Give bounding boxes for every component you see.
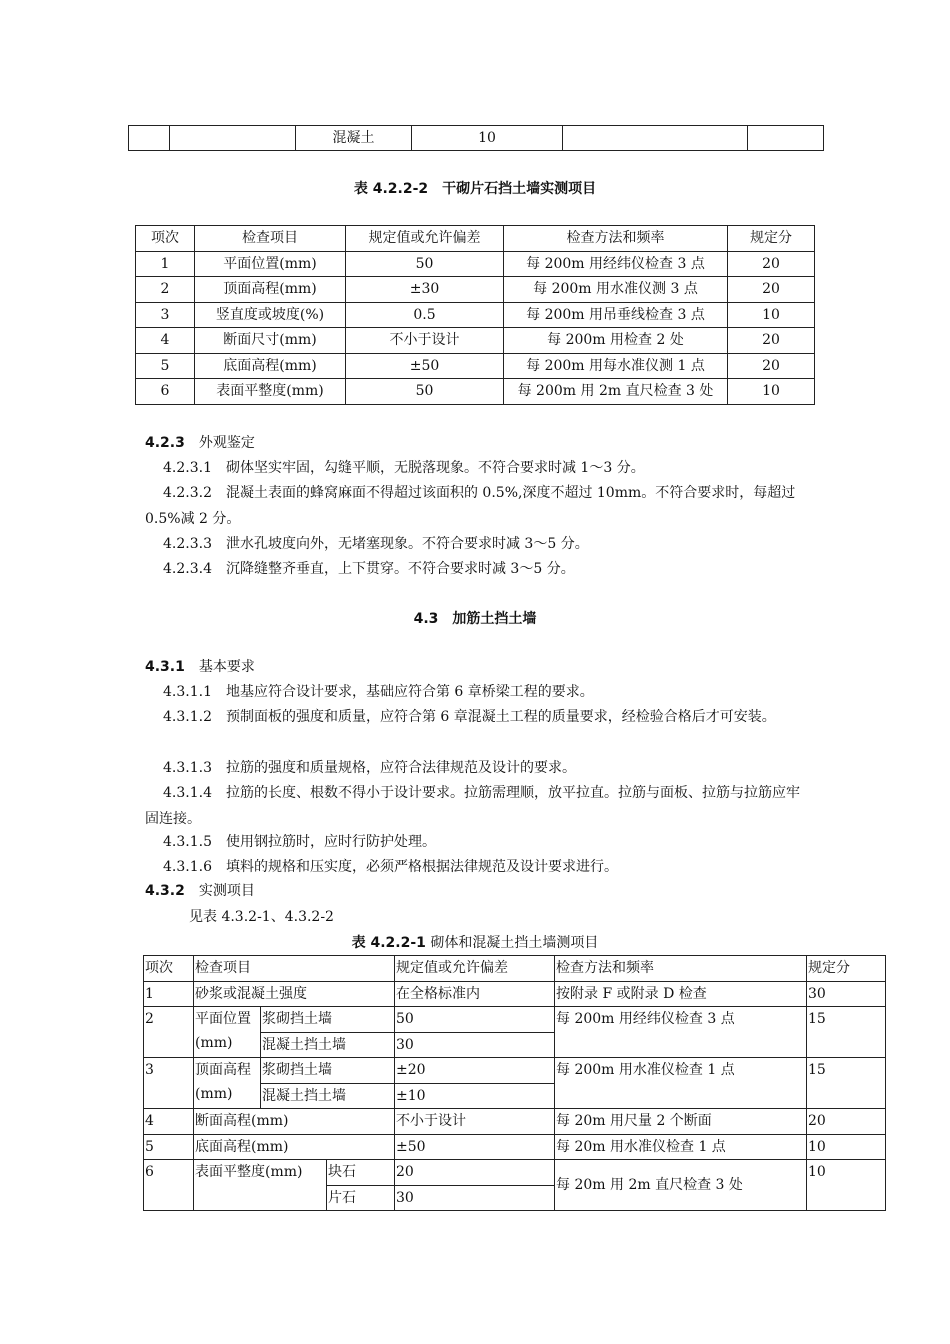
table-cell: 30 bbox=[807, 981, 886, 1007]
table-cell: 每 200m 用水准仪测 3 点 bbox=[504, 277, 728, 303]
table-cell: 底面高程(mm) bbox=[195, 353, 346, 379]
table-cell: 10 bbox=[807, 1160, 886, 1211]
table-cell: 0.5 bbox=[346, 302, 504, 328]
table-cell: ±50 bbox=[395, 1134, 555, 1160]
table-cell: ±50 bbox=[346, 353, 504, 379]
table-cell: 片石 bbox=[327, 1185, 395, 1211]
table-cell: 20 bbox=[728, 251, 815, 277]
column-header: 规定分 bbox=[728, 226, 815, 252]
column-header: 检查方法和频率 bbox=[504, 226, 728, 252]
table-cell: ±20 bbox=[395, 1058, 555, 1084]
table-cell: 不小于设计 bbox=[395, 1109, 555, 1135]
table-row bbox=[144, 1109, 886, 1135]
table-cell: 每 200m 用经纬仪检查 3 点 bbox=[555, 1007, 807, 1058]
paragraph-text: 4.3.1.5 使用钢拉筋时，应时行防护处理。 bbox=[163, 834, 436, 850]
table-cell: 顶面高程(mm) bbox=[194, 1058, 261, 1109]
table-row bbox=[136, 251, 815, 277]
table-cell: 浆砌挡土墙 bbox=[261, 1058, 395, 1084]
table2-caption bbox=[0, 932, 950, 952]
table-cell: 每 200m 用每水准仪测 1 点 bbox=[504, 353, 728, 379]
table-cell bbox=[563, 126, 748, 151]
column-header: 检查项目 bbox=[195, 226, 346, 252]
table-header-row bbox=[136, 226, 815, 252]
paragraph bbox=[145, 855, 813, 881]
table-cell: 浆砌挡土墙 bbox=[261, 1007, 395, 1033]
table-cell: 3 bbox=[144, 1058, 194, 1109]
table-cell: 6 bbox=[144, 1160, 194, 1211]
table-row bbox=[144, 981, 886, 1007]
table-cell: 30 bbox=[395, 1032, 555, 1058]
section-heading-4-3-2 bbox=[145, 880, 255, 900]
table-cell: 表面平整度(mm) bbox=[195, 379, 346, 405]
paragraph-see-tables: 见表 4.3.2-1、4.3.2-2 bbox=[189, 909, 334, 925]
table-cell: 4 bbox=[136, 328, 195, 354]
table-cell: ±10 bbox=[395, 1083, 555, 1109]
table-cell: 10 bbox=[728, 379, 815, 405]
column-header: 规定值或允许偏差 bbox=[395, 956, 555, 982]
top-row-table bbox=[128, 125, 824, 151]
table-row bbox=[136, 379, 815, 405]
table-cell: 4 bbox=[144, 1109, 194, 1135]
table-cell: 竖直度或坡度(%) bbox=[195, 302, 346, 328]
table2-caption-number: 表 4.2.2-1 bbox=[351, 935, 426, 951]
table-row bbox=[144, 1058, 886, 1084]
column-header: 检查项目 bbox=[194, 956, 395, 982]
table-cell: 每 200m 用检查 2 处 bbox=[504, 328, 728, 354]
table-row bbox=[144, 1134, 886, 1160]
table-cell: 每 200m 用吊垂线检查 3 点 bbox=[504, 302, 728, 328]
table-row bbox=[136, 328, 815, 354]
section-number: 4.3.2 bbox=[145, 883, 185, 899]
paragraph bbox=[145, 705, 813, 731]
paragraph-text: 4.2.3.4 沉降缝整齐垂直，上下贯穿。不符合要求时减 3～5 分。 bbox=[163, 561, 575, 577]
table-cell: 5 bbox=[136, 353, 195, 379]
table-cell bbox=[129, 126, 170, 151]
table-cell: 每 200m 用经纬仪检查 3 点 bbox=[504, 251, 728, 277]
table2 bbox=[143, 955, 886, 1211]
table-cell: 10 bbox=[412, 126, 563, 151]
table-cell: 在全格标准内 bbox=[395, 981, 555, 1007]
paragraph bbox=[145, 680, 813, 706]
table-row bbox=[144, 1007, 886, 1033]
table-cell: 2 bbox=[144, 1007, 194, 1058]
table2-caption-text: 砌体和混凝土挡土墙测项目 bbox=[425, 935, 599, 951]
section-title: 实测项目 bbox=[198, 883, 255, 899]
table-cell: 断面高程(mm) bbox=[194, 1109, 395, 1135]
table-cell: 每 20m 用尺量 2 个断面 bbox=[555, 1109, 807, 1135]
table-cell: 20 bbox=[728, 328, 815, 354]
table1 bbox=[135, 225, 815, 405]
table-cell: 块石 bbox=[327, 1160, 395, 1186]
table-cell: 20 bbox=[807, 1109, 886, 1135]
table-cell: 表面平整度(mm) bbox=[194, 1160, 327, 1211]
section-heading-4-2-3 bbox=[145, 432, 255, 452]
section-title-4-3: 4.3 加筋土挡土墙 bbox=[413, 611, 537, 627]
section-heading-4-3-1 bbox=[145, 656, 255, 676]
table-cell: ±30 bbox=[346, 277, 504, 303]
table-cell: 平面位置(mm) bbox=[195, 251, 346, 277]
table-cell: 10 bbox=[807, 1134, 886, 1160]
column-header: 规定分 bbox=[807, 956, 886, 982]
section-number: 4.3.1 bbox=[145, 659, 185, 675]
table-cell: 3 bbox=[136, 302, 195, 328]
section-title: 外观鉴定 bbox=[198, 435, 255, 451]
table-header-row bbox=[144, 956, 886, 982]
paragraph bbox=[145, 830, 813, 856]
table-cell: 20 bbox=[728, 277, 815, 303]
table-cell: 每 20m 用 2m 直尺检查 3 处 bbox=[555, 1160, 807, 1211]
table-cell bbox=[170, 126, 296, 151]
paragraph-text: 4.2.3.3 泄水孔坡度向外，无堵塞现象。不符合要求时减 3～5 分。 bbox=[163, 536, 589, 552]
table-row bbox=[136, 277, 815, 303]
column-header: 项次 bbox=[136, 226, 195, 252]
table-cell bbox=[748, 126, 824, 151]
paragraph bbox=[145, 781, 813, 832]
paragraph-text: 4.3.1.4 拉筋的长度、根数不得小于设计要求。拉筋需理顺，放平拉直。拉筋与面板、拉筋与拉筋应牢固连接。 bbox=[145, 785, 800, 827]
table-row bbox=[144, 1160, 886, 1186]
table-cell: 混凝土挡土墙 bbox=[261, 1032, 395, 1058]
paragraph-text: 4.2.3.2 混凝土表面的蜂窝麻面不得超过该面积的 0.5%,深度不超过 10mm。不符合要求时，每超过 0.5%减 2 分。 bbox=[145, 485, 796, 527]
table-cell: 底面高程(mm) bbox=[194, 1134, 395, 1160]
table-cell: 按附录 F 或附录 D 检查 bbox=[555, 981, 807, 1007]
table-cell: 6 bbox=[136, 379, 195, 405]
table-cell: 50 bbox=[395, 1007, 555, 1033]
table-cell: 断面尺寸(mm) bbox=[195, 328, 346, 354]
table-cell: 20 bbox=[728, 353, 815, 379]
table-row bbox=[136, 353, 815, 379]
table-cell: 10 bbox=[728, 302, 815, 328]
paragraph-text: 4.2.3.1 砌体坚实牢固，勾缝平顺，无脱落现象。不符合要求时减 1～3 分。 bbox=[163, 460, 645, 476]
paragraph-text: 4.3.1.3 拉筋的强度和质量规格，应符合法律规范及设计的要求。 bbox=[163, 760, 576, 776]
table-cell: 不小于设计 bbox=[346, 328, 504, 354]
table-cell: 混凝土挡土墙 bbox=[261, 1083, 395, 1109]
table-cell: 5 bbox=[144, 1134, 194, 1160]
paragraph-text: 4.3.1.6 填料的规格和压实度，必须严格根据法律规范及设计要求进行。 bbox=[163, 859, 618, 875]
table-cell: 15 bbox=[807, 1058, 886, 1109]
paragraph-text: 4.3.1.2 预制面板的强度和质量，应符合第 6 章混凝土工程的质量要求，经检验合格后才可安装。 bbox=[163, 709, 776, 725]
table-cell: 50 bbox=[346, 251, 504, 277]
table-cell: 每 200m 用 2m 直尺检查 3 处 bbox=[504, 379, 728, 405]
column-header: 项次 bbox=[144, 956, 194, 982]
table-cell: 每 200m 用水准仪检查 1 点 bbox=[555, 1058, 807, 1109]
section-number: 4.2.3 bbox=[145, 435, 185, 451]
paragraph-text: 4.3.1.1 地基应符合设计要求，基础应符合第 6 章桥梁工程的要求。 bbox=[163, 684, 594, 700]
table-row bbox=[129, 126, 824, 151]
table-cell: 砂浆或混凝土强度 bbox=[194, 981, 395, 1007]
paragraph bbox=[145, 532, 813, 558]
table-cell: 1 bbox=[136, 251, 195, 277]
table-row bbox=[136, 302, 815, 328]
table-cell: 50 bbox=[346, 379, 504, 405]
paragraph bbox=[145, 481, 813, 532]
table-cell: 每 20m 用水准仪检查 1 点 bbox=[555, 1134, 807, 1160]
table-cell: 混凝土 bbox=[296, 126, 412, 151]
table-cell: 平面位置(mm) bbox=[194, 1007, 261, 1058]
column-header: 规定值或允许偏差 bbox=[346, 226, 504, 252]
paragraph bbox=[145, 557, 813, 583]
table-cell: 30 bbox=[395, 1185, 555, 1211]
table-cell: 20 bbox=[395, 1160, 555, 1186]
paragraph bbox=[145, 756, 813, 782]
table1-caption: 表 4.2.2-2 干砌片石挡土墙实测项目 bbox=[353, 181, 597, 197]
table-cell: 1 bbox=[144, 981, 194, 1007]
table-cell: 15 bbox=[807, 1007, 886, 1058]
table-cell: 2 bbox=[136, 277, 195, 303]
section-title: 基本要求 bbox=[198, 659, 255, 675]
column-header: 检查方法和频率 bbox=[555, 956, 807, 982]
table-cell: 顶面高程(mm) bbox=[195, 277, 346, 303]
paragraph bbox=[145, 456, 813, 482]
